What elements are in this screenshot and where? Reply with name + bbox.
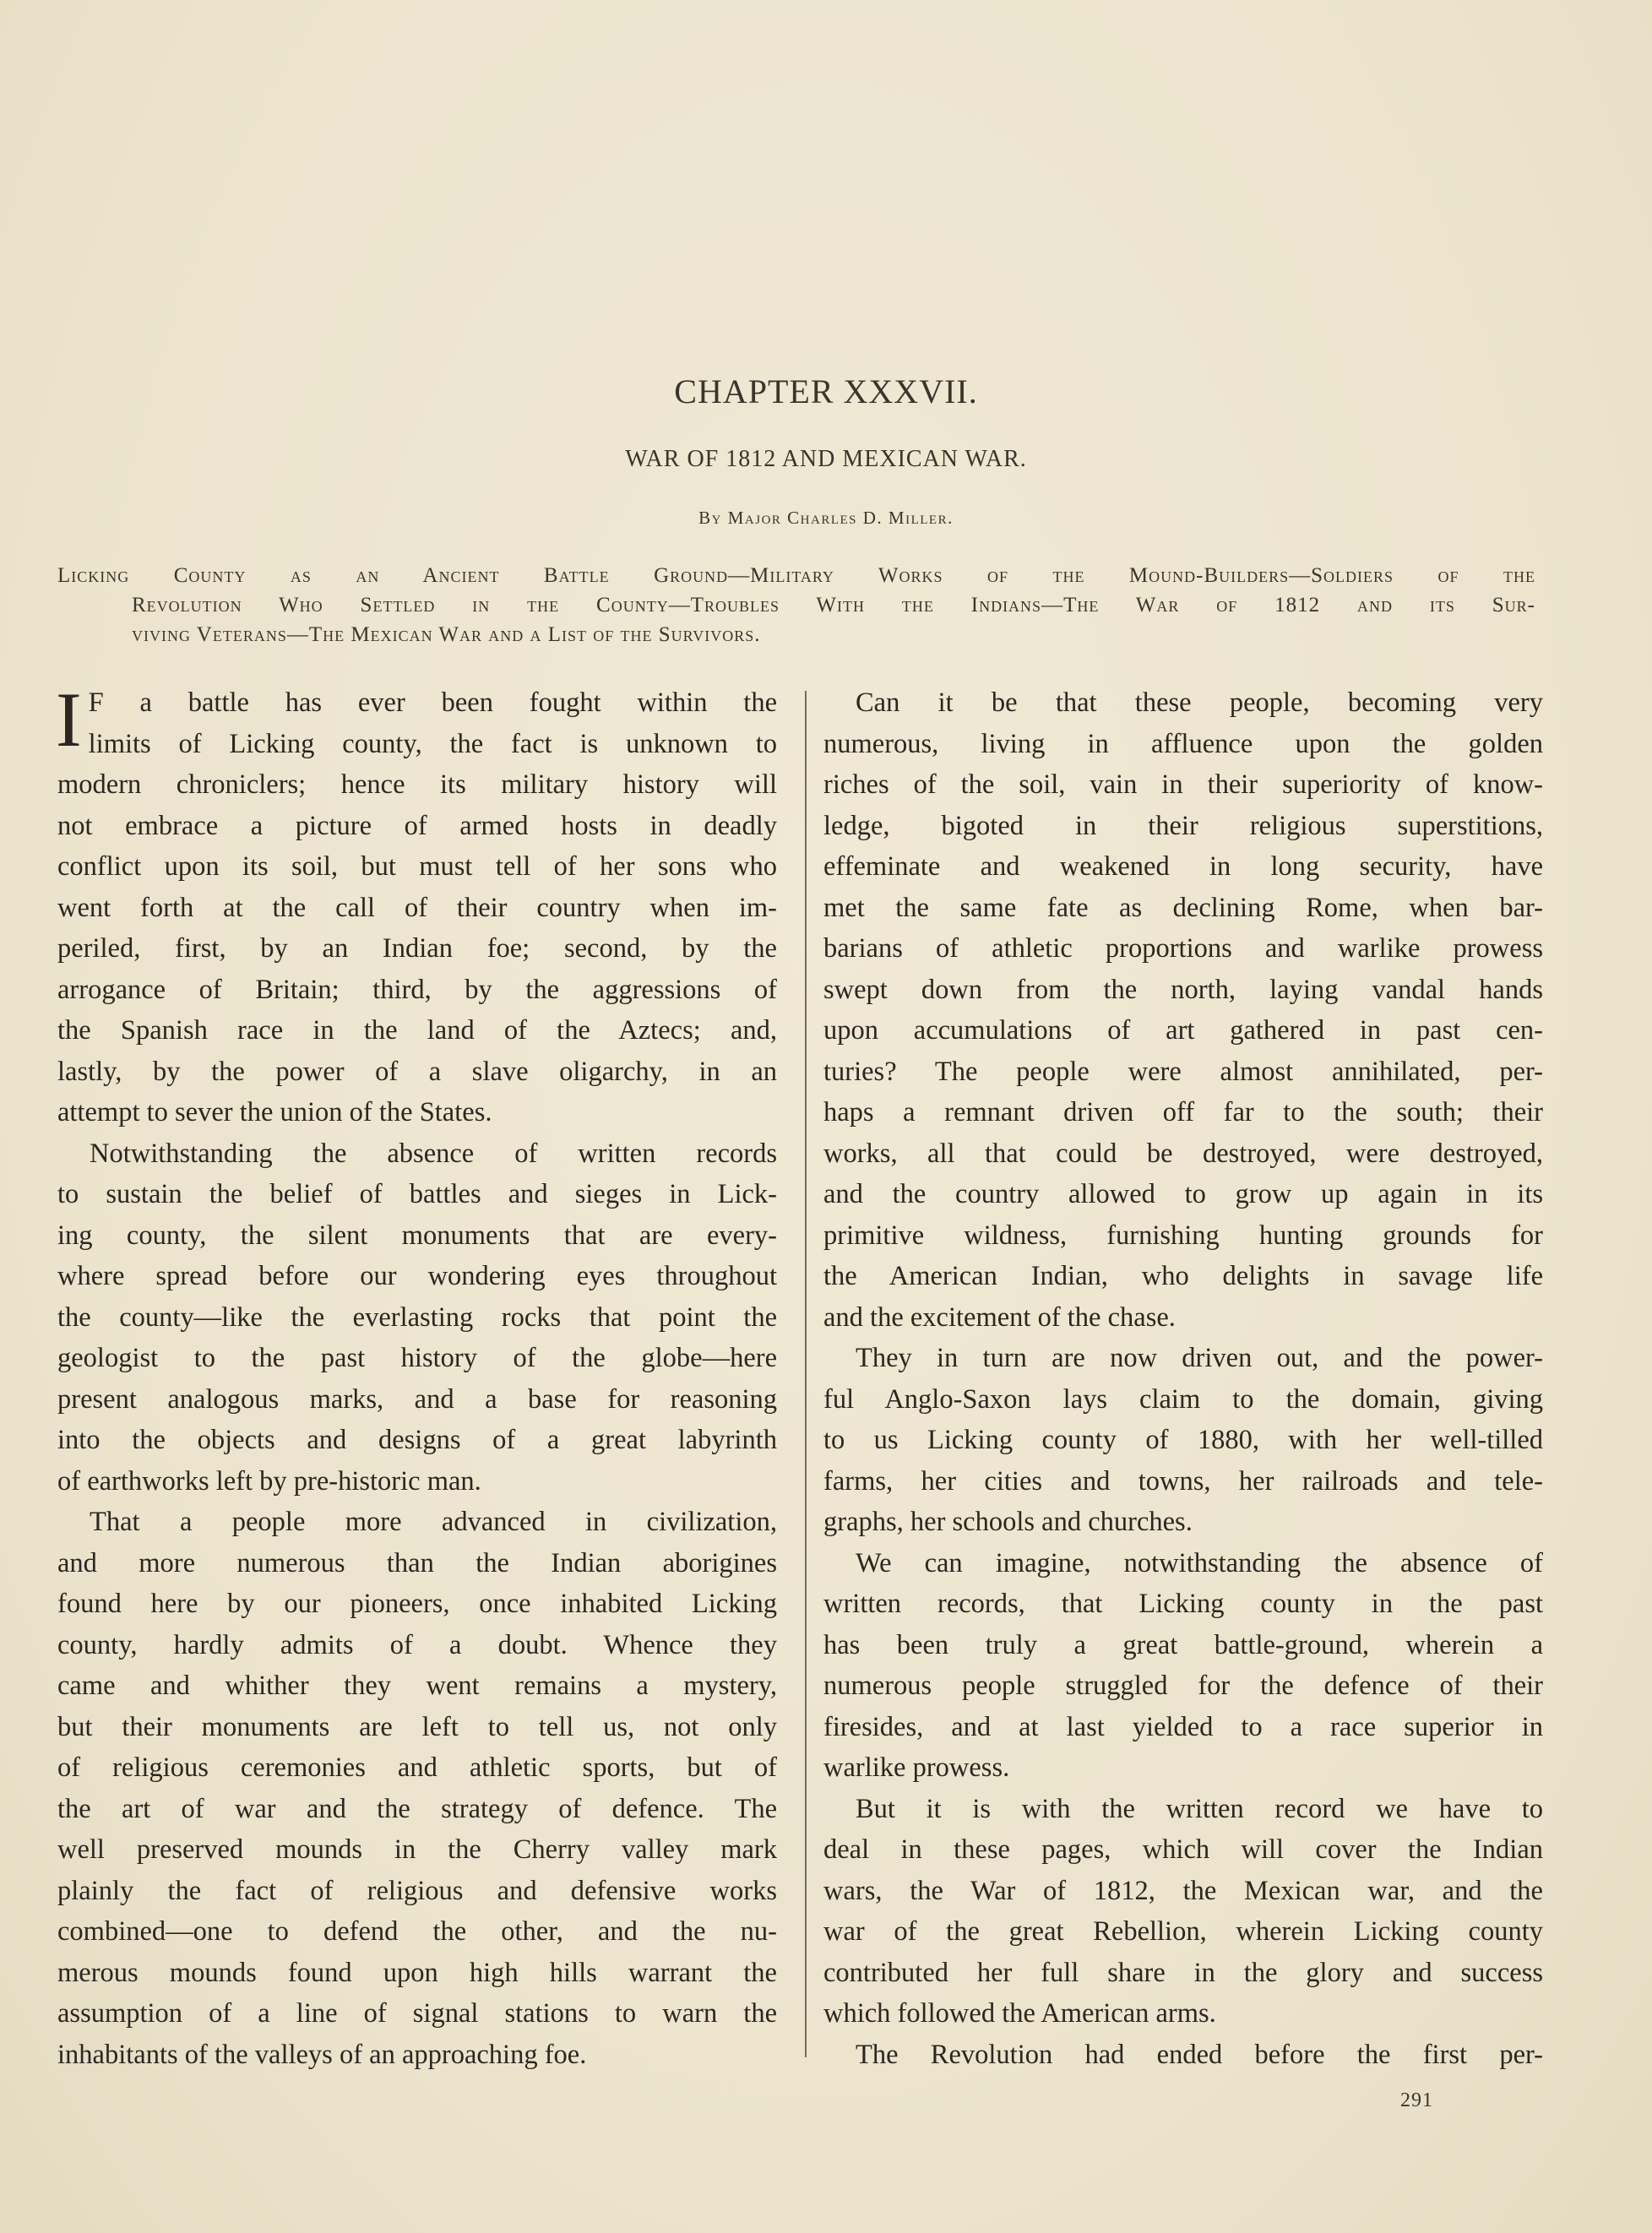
- text-line: farms, her cities and towns, her railroads and tele-: [823, 1465, 1543, 1497]
- text-line: war of the great Rebellion, wherein Licking county: [823, 1916, 1543, 1947]
- text-line: to sustain the belief of battles and sieges in Lick-: [57, 1179, 777, 1209]
- chapter-heading: CHAPTER XXXVII.: [674, 372, 978, 410]
- text-line: conflict upon its soil, but must tell of her sons who: [57, 851, 777, 882]
- text-line: and the country allowed to grow up again in its: [823, 1179, 1543, 1209]
- text-line: the American Indian, who delights in savage life: [823, 1261, 1543, 1291]
- text-line: merous mounds found upon high hills warrant the: [57, 1957, 777, 1988]
- text-line: haps a remnant driven off far to the south; their: [823, 1097, 1543, 1127]
- text-line: the county—like the everlasting rocks that point the: [57, 1301, 777, 1333]
- author-byline: By Major Charles D. Miller.: [698, 508, 954, 528]
- chapter-synopsis: [57, 561, 1535, 649]
- text-line: ing county, the silent monuments that are every-: [57, 1220, 777, 1251]
- text-line: the art of war and the strategy of defence. The: [57, 1793, 777, 1824]
- text-line: of religious ceremonies and athletic sports, but of: [57, 1752, 777, 1783]
- text-line: deal in these pages, which will cover the Indian: [823, 1834, 1543, 1865]
- paragraph: [823, 1338, 1543, 1543]
- text-line: which followed the American arms.: [823, 1998, 1216, 2029]
- text-line: came and whither they went remains a mystery,: [57, 1671, 777, 1701]
- paragraph: [823, 1543, 1543, 1789]
- text-line: swept down from the north, laying vandal hands: [823, 974, 1543, 1005]
- text-line: riches of the soil, vain in their superiority of know-: [823, 769, 1543, 800]
- text-line: limits of Licking county, the fact is unknown to: [88, 728, 777, 759]
- chapter-subtitle: WAR OF 1812 AND MEXICAN WAR.: [625, 446, 1027, 472]
- text-line: firesides, and at last yielded to a race superior in: [823, 1711, 1543, 1742]
- text-line: and more numerous than the Indian aborigines: [57, 1547, 777, 1578]
- synopsis-line: Revolution Who Settled in the County—Troubles With the Indians—The War of 1812 and its Sur-: [132, 594, 1535, 617]
- text-line: not embrace a picture of armed hosts in deadly: [57, 810, 777, 841]
- text-line: numerous people struggled for the defence of their: [823, 1671, 1543, 1701]
- text-line: inhabitants of the valleys of an approaching foe.: [57, 2039, 587, 2070]
- text-line: modern chroniclers; hence its military history will: [57, 769, 777, 800]
- text-line: wars, the War of 1812, the Mexican war, and the: [823, 1875, 1543, 1906]
- text-line: assumption of a line of signal stations to warn the: [57, 1998, 777, 2029]
- text-line: F a battle has ever been fought within the: [88, 687, 777, 718]
- drop-cap: I: [56, 676, 82, 763]
- text-line: well preserved mounds in the Cherry valley mark: [57, 1834, 777, 1865]
- paragraph: [823, 1789, 1543, 2035]
- text-line: Notwithstanding the absence of written records: [90, 1138, 777, 1169]
- synopsis-line: viving Veterans—The Mexican War and a List of the Survivors.: [132, 623, 761, 646]
- text-line: graphs, her schools and churches.: [823, 1507, 1193, 1537]
- left-column: [56, 676, 777, 2075]
- text-line: ledge, bigoted in their religious superstitions,: [823, 810, 1543, 841]
- text-line: periled, first, by an Indian foe; second, by the: [57, 933, 777, 964]
- text-line: arrogance of Britain; third, by the aggressions of: [57, 974, 777, 1005]
- text-line: where spread before our wondering eyes throughout: [57, 1261, 777, 1291]
- text-line: met the same fate as declining Rome, when bar-: [823, 892, 1543, 923]
- text-line: present analogous marks, and a base for reasoning: [57, 1383, 777, 1415]
- text-line: effeminate and weakened in long security, have: [823, 851, 1543, 882]
- text-line: attempt to sever the union of the States.: [57, 1097, 492, 1127]
- text-line: They in turn are now driven out, and the power-: [856, 1343, 1543, 1373]
- text-line: written records, that Licking county in the past: [823, 1589, 1543, 1619]
- paragraph: [56, 676, 777, 1133]
- text-line: lastly, by the power of a slave oligarchy, in an: [57, 1056, 777, 1087]
- text-line: numerous, living in affluence upon the golden: [823, 728, 1543, 759]
- synopsis-line: Licking County as an Ancient Battle Ground—Military Works of the Mound-Builders—Soldiers of the: [57, 564, 1535, 587]
- right-column: [823, 682, 1543, 2075]
- text-line: works, all that could be destroyed, were destroyed,: [823, 1138, 1543, 1169]
- text-line: into the objects and designs of a great labyrinth: [57, 1425, 777, 1455]
- paragraph: [823, 682, 1543, 1338]
- text-line: found here by our pioneers, once inhabited Licking: [57, 1589, 777, 1619]
- text-line: went forth at the call of their country when im-: [57, 892, 777, 923]
- text-line: to us Licking county of 1880, with her well-tilled: [823, 1425, 1543, 1455]
- paragraph: [57, 1502, 777, 2075]
- text-line: turies? The people were almost annihilated, per-: [823, 1056, 1543, 1087]
- text-line: But it is with the written record we have to: [856, 1793, 1543, 1824]
- text-line: of earthworks left by pre-historic man.: [57, 1465, 481, 1497]
- paragraph: [57, 1133, 777, 1502]
- text-line: plainly the fact of religious and defensive works: [57, 1875, 777, 1906]
- text-line: county, hardly admits of a doubt. Whence they: [57, 1629, 777, 1660]
- text-line: The Revolution had ended before the first per-: [856, 2039, 1543, 2070]
- text-line: but their monuments are left to tell us, not only: [57, 1711, 777, 1742]
- text-line: and the excitement of the chase.: [823, 1301, 1176, 1333]
- text-line: Can it be that these people, becoming very: [856, 687, 1543, 718]
- text-line: barians of athletic proportions and warlike prowess: [823, 933, 1543, 964]
- column-divider: [805, 691, 807, 2057]
- text-line: the Spanish race in the land of the Aztecs; and,: [57, 1015, 777, 1046]
- page-number: 291: [1400, 2089, 1433, 2111]
- text-line: has been truly a great battle-ground, wherein a: [823, 1629, 1543, 1660]
- text-line: ful Anglo-Saxon lays claim to the domain, giving: [823, 1383, 1543, 1415]
- text-line: warlike prowess.: [823, 1752, 1010, 1783]
- text-line: geologist to the past history of the globe—here: [57, 1343, 777, 1373]
- paragraph: [823, 2035, 1543, 2076]
- text-line: combined—one to defend the other, and the nu-: [57, 1916, 777, 1947]
- text-line: contributed her full share in the glory and success: [823, 1957, 1543, 1988]
- text-line: primitive wildness, furnishing hunting grounds for: [823, 1220, 1543, 1251]
- text-line: That a people more advanced in civilization,: [90, 1507, 777, 1537]
- text-line: upon accumulations of art gathered in past cen-: [823, 1015, 1543, 1046]
- text-line: We can imagine, notwithstanding the absence of: [856, 1547, 1543, 1578]
